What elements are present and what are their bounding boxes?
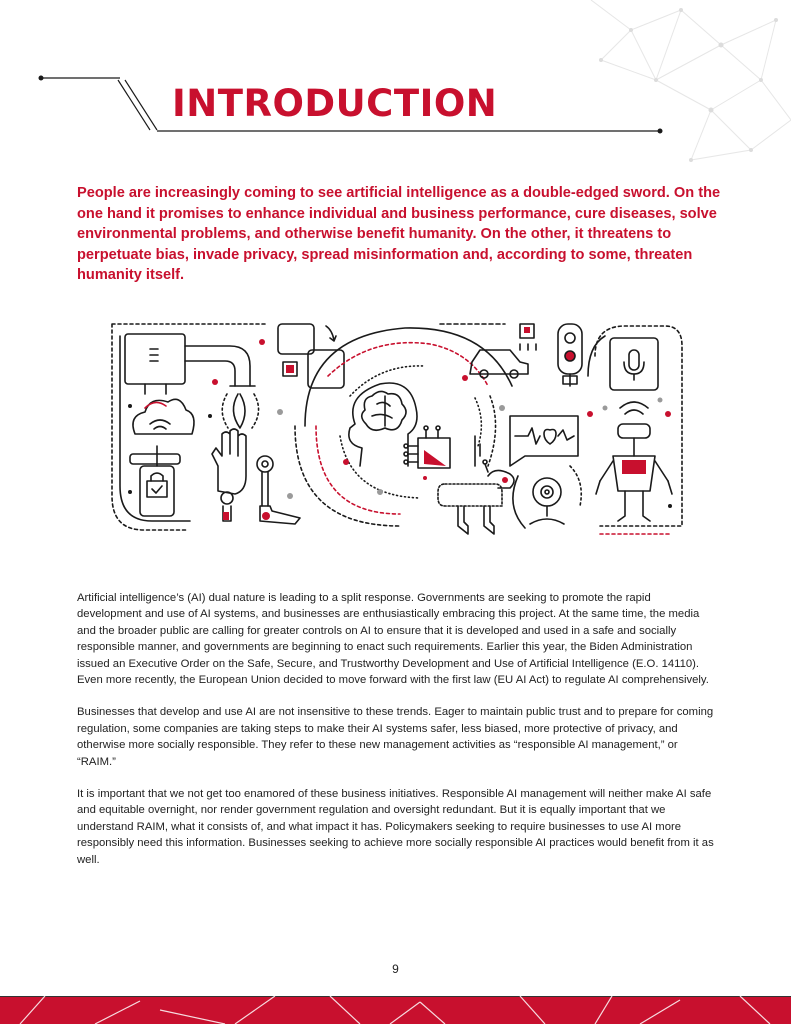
ai-illustration (100, 316, 690, 550)
chip-icon (125, 334, 185, 394)
body-paragraph-2: Businesses that develop and use AI are not insensitive to these trends. Eager to maintain public trust and to prepare for coming regulation, some companies are taking steps to make their AI systems safer, less biased, more protective of privacy, and otherwise more socially responsible. They refer to these new management activities as “responsible AI management,” or “RAIM.” (77, 706, 714, 768)
brain-head-icon (349, 383, 417, 466)
left-panel-outline (112, 324, 265, 530)
humanoid-robot-icon (596, 402, 672, 521)
title-rule (0, 0, 791, 150)
footer-band (0, 996, 791, 1024)
body-text (77, 590, 717, 884)
body-paragraph-3: It is important that we not get too enamored of these business initiatives. Responsible AI management will neither make AI safe and equitable overnight, nor render government regulation and oversight redundant. But it is equally important that we understand RAIM, what it consists of, and what impact it has. Policymakers seeking to require businesses to use AI more responsibly need this information. Businesses seeking to achieve more socially responsible AI practices would benefit from it as well. (77, 788, 714, 866)
robot-dog-icon (438, 460, 514, 534)
traffic-light-icon (520, 324, 582, 386)
phone-lock-icon (130, 446, 180, 516)
lead-paragraph: People are increasingly coming to see artificial intelligence as a double-edged sword. On the one hand it promises to enhance individual and business performance, cure diseases, solve environmental problems, and otherwise benefit humanity. On the other, it threatens to perpetuate bias, invade privacy, spread misinformation and, according to some, threaten humanity itself. (77, 185, 721, 283)
page-title: INTRODUCTION (172, 82, 498, 125)
heartbeat-monitor-icon (510, 416, 578, 466)
robot-hand-icon (212, 429, 246, 521)
body-paragraph-1: Artificial intelligence’s (AI) dual nature is leading to a split response. Governments are seeking to promote the rapid development and use of AI systems, and businesses are enthusiastically embracing this project. At the same time, the media and the broader public are calling for greater controls on AI to ensure that it is developed and used in a safe and socially responsible manner, and governments are beginning to enact such requirements. Earlier this year, the Biden Administration issued an Executive Order on the Safe, Secure, and Trustworthy Development and Use of Artificial Intelligence (E.O. 14110). Even more recently, the European Union decided to move forward with the first law (EU AI Act) to regulate AI comprehensively. (77, 592, 709, 687)
page-number: 9 (392, 962, 399, 976)
security-camera-icon (513, 466, 581, 528)
prosthetic-leg-icon (257, 456, 300, 524)
voice-phone-icon (610, 338, 658, 390)
circuit-box-icon (404, 426, 480, 468)
